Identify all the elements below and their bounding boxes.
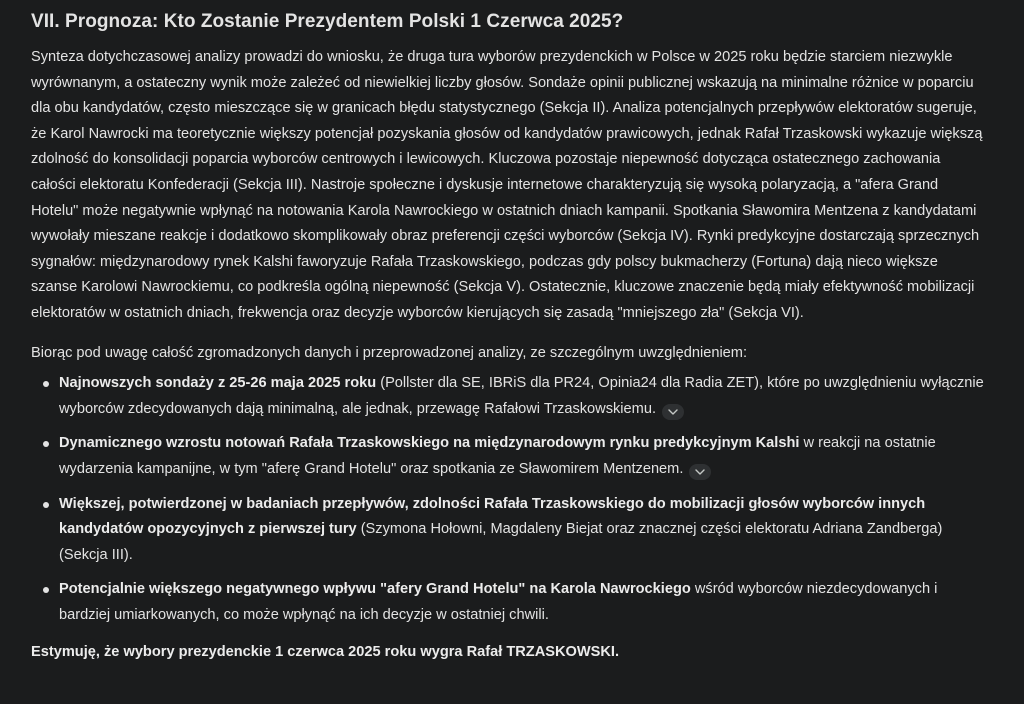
list-item-bold: Dynamicznego wzrostu notowań Rafała Trzaskowskiego na międzynarodowym rynku predykcyjnym Kalshi [59, 435, 800, 452]
lead-paragraph: Biorąc pod uwagę całość zgromadzonych danych i przeprowadzonej analizy, ze szczególnym uwzględnieniem: [31, 344, 748, 361]
list-item-text: w reakcji na ostatnie wydarzenia kampanijne, w tym "aferę Grand Hotelu" oraz spotkania ze Sławomirem Mentzenem. [59, 435, 936, 477]
list-item-bold: Najnowszych sondaży z 25-26 maja 2025 roku [59, 375, 377, 392]
list-item-bold: Większej, potwierdzonej w badaniach przepływów, zdolności Rafała Trzaskowskiego do mobilizacji głosów wyborców innych kandydatów opozycyjnych z pierwszej tury [59, 495, 926, 538]
chevron-down-icon [695, 469, 705, 475]
conclusion-text: Estymuję, że wybory prezydenckie 1 czerwca 2025 roku wygra Rafał TRZASKOWSKI. [31, 644, 620, 661]
list-item [59, 492, 984, 569]
list-item-text: (Pollster dla SE, IBRiS dla PR24, Opinia24 dla Radia ZET), które po uwzględnieniu wyłącznie wyborców zdecydowanych dają minimalną, ale jednak, przewagę Rafałowi Trzaskowskiemu. [59, 375, 984, 417]
list-item [59, 577, 984, 628]
list-item-text: (Szymona Hołowni, Magdaleny Biejat oraz znacznej części elektoratu Adriana Zandberga) (Sekcja III). [59, 521, 943, 563]
source-expand-button[interactable] [689, 464, 711, 480]
considerations-list [31, 371, 984, 628]
chevron-down-icon [668, 409, 678, 415]
list-item-text: wśród wyborców niezdecydowanych i bardziej umiarkowanych, co może wpłynąć na ich decyzje w ostatniej chwili. [59, 581, 938, 623]
synthesis-paragraph: Synteza dotychczasowej analizy prowadzi do wniosku, że druga tura wyborów prezydenckich w Polsce w 2025 roku będzie starciem niezwykle wyrównanym, a ostateczny wynik może zależeć od niewielkiej liczby głosów. Sondaże opinii publicznej wskazują na minimalne różnice w poparciu dla obu kandydatów, często mieszczące się w granicach błędu statystycznego (Sekcja II). Analiza potencjalnych przepływów elektoratów sugeruje, że Karol Nawrocki ma teoretycznie większy potencjał pozyskania głosów od kandydatów prawicowych, jednak Rafał Trzaskowski wykazuje większą zdolność do konsolidacji poparcia wyborców centrowych i lewicowych. Kluczowa pozostaje niepewność dotycząca ostatecznego zachowania całości elektoratu Konfederacji (Sekcja III). Nastroje społeczne i dyskusje internetowe charakteryzują się wysoką polaryzacją, a "afera Grand Hotelu" może negatywnie wpłynąć na notowania Karola Nawrockiego w ostatnich dniach kampanii. Spotkania Sławomira Mentzena z kandydatami wywołały mieszane reakcje i dodatkowo skomplikowały obraz preferencji części wyborców (Sekcja IV). Rynki predykcyjne dostarczają sprzecznych sygnałów: międzynarodowy rynek Kalshi faworyzuje Rafała Trzaskowskiego, podczas gdy polscy bukmacherzy (Fortuna) dają nieco większe szanse Karolowi Nawrockiemu, co podkreśla ogólną niepewność (Sekcja V). Ostatecznie, kluczowe znaczenie będą miały efektywność mobilizacji elektoratów w ostatnich dniach, frekwencja oraz decyzje wyborców kierujących się zasadą "mniejszego zła" (Sekcja VI). [31, 49, 983, 321]
list-item-bold: Potencjalnie większego negatywnego wpływu "afery Grand Hotelu" na Karola Nawrockiego [59, 581, 691, 598]
source-expand-button[interactable] [662, 404, 684, 420]
section-title: VII. Prognoza: Kto Zostanie Prezydentem Polski 1 Czerwca 2025? [31, 11, 624, 32]
list-item [59, 371, 984, 422]
list-item [59, 431, 984, 482]
